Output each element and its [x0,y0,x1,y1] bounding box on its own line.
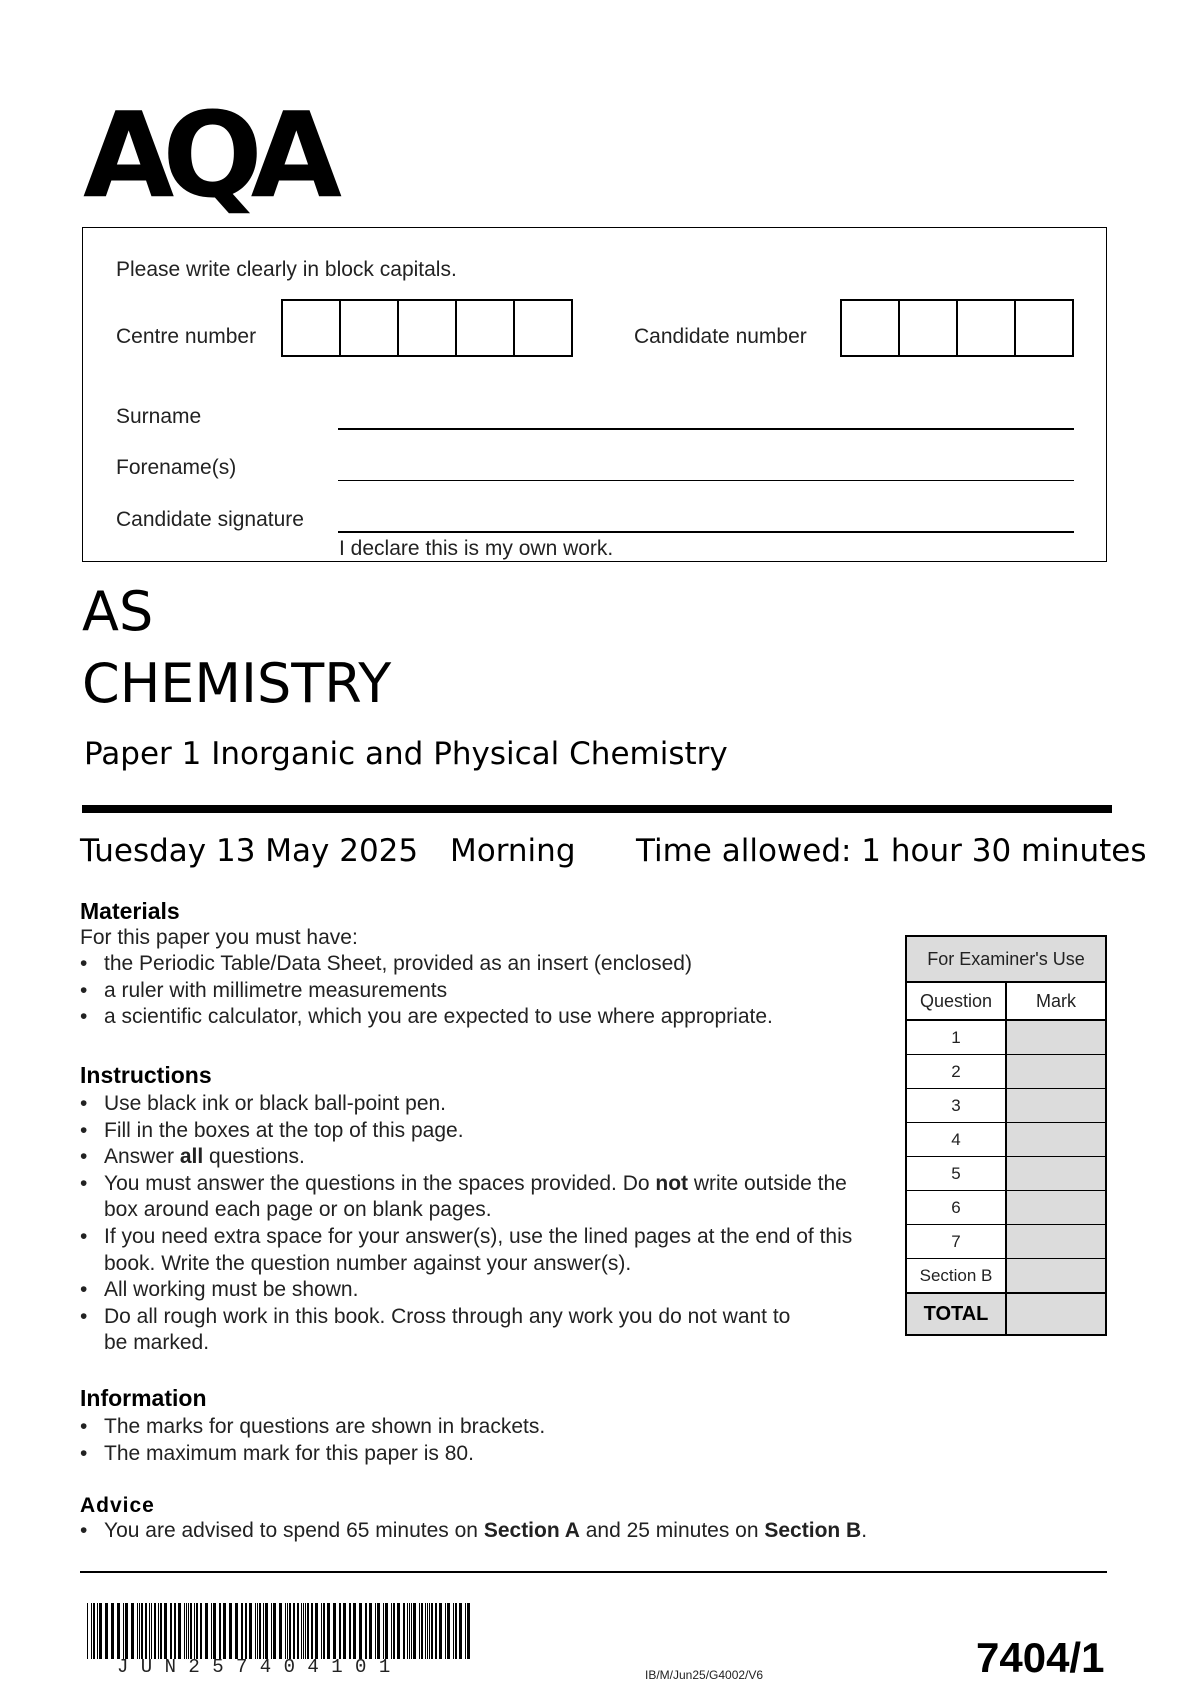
barcode-number: JUN257404101 [117,1656,403,1678]
mark-cell [1007,1157,1105,1190]
forename-label: Forename(s) [116,456,237,479]
surname-line[interactable] [338,428,1074,430]
qualification-level: AS [82,580,154,643]
paper-title: Paper 1 Inorganic and Physical Chemistry [84,736,728,772]
list-item: • If you need extra space for your answer(s), use the lined pages at the end of this book. Write the question number against your answer(s). [80,1224,884,1277]
list-item: • Fill in the boxes at the top of this page. [80,1118,880,1145]
information-heading: Information [80,1385,207,1411]
mark-column-header: Mark [1007,983,1105,1019]
candidate-number-label: Candidate number [634,325,807,348]
barcode-icon [87,1603,472,1659]
table-row: 4 [907,1123,1105,1157]
mark-cell [1007,1191,1105,1224]
candidate-digit-box[interactable] [1016,301,1072,355]
advice-heading: Advice [80,1494,155,1517]
footer-divider [80,1571,1107,1573]
table-row: 3 [907,1089,1105,1123]
table-row: 2 [907,1055,1105,1089]
list-item: • Use black ink or black ball-point pen. [80,1091,880,1118]
information-section [80,1385,880,1467]
exam-session: Morning [450,833,576,869]
list-item: • You are advised to spend 65 minutes on Section A and 25 minutes on Section B. [80,1518,1080,1545]
total-mark-cell [1007,1294,1105,1334]
table-row: 1 [907,1021,1105,1055]
list-item: • a scientific calculator, which you are expected to use where appropriate. [80,1004,880,1031]
list-item: • Do all rough work in this book. Cross through any work you do not want to be marked. [80,1304,794,1357]
examiners-use-table [905,935,1107,1336]
materials-heading: Materials [80,898,180,924]
document-reference: IB/M/Jun25/G4002/V6 [645,1668,764,1682]
materials-list [80,951,880,1031]
exam-date: Tuesday 13 May 2025 [80,833,419,869]
signature-line[interactable] [338,531,1074,533]
question-column-header: Question [907,983,1007,1019]
centre-number-boxes[interactable] [281,299,573,357]
list-item: • a ruler with millimetre measurements [80,978,880,1005]
list-item: • You must answer the questions in the spaces provided. Do not write outside the box around each page or on blank pages. [80,1171,880,1224]
paper-code: 7404/1 [976,1634,1105,1681]
mark-cell [1007,1225,1105,1258]
list-item: • the Periodic Table/Data Sheet, provided as an insert (enclosed) [80,951,880,978]
table-row: 7 [907,1225,1105,1259]
table-row: 5 [907,1157,1105,1191]
time-allowed: Time allowed: 1 hour 30 minutes [636,833,1147,869]
materials-intro: For this paper you must have: [80,926,358,949]
candidate-digit-box[interactable] [900,301,958,355]
forename-line[interactable] [338,480,1074,481]
advice-list [80,1518,1080,1545]
centre-digit-box[interactable] [399,301,457,355]
mark-cell [1007,1021,1105,1054]
declaration-text: I declare this is my own work. [339,537,614,560]
centre-digit-box[interactable] [341,301,399,355]
aqa-logo: AQA [83,86,330,224]
mark-cell [1007,1259,1105,1292]
total-row: TOTAL [907,1294,1105,1334]
information-list [80,1414,880,1467]
block-capitals-instruction: Please write clearly in block capitals. [116,258,457,281]
mark-cell [1007,1055,1105,1088]
centre-digit-box[interactable] [515,301,571,355]
divider [82,805,1112,813]
instructions-list [80,1091,880,1357]
advice-section [80,1494,1080,1545]
centre-digit-box[interactable] [283,301,341,355]
instructions-section [80,1062,880,1357]
examiners-use-title: For Examiner's Use [907,937,1105,983]
subject-title: CHEMISTRY [82,652,392,715]
signature-label: Candidate signature [116,508,304,531]
candidate-digit-box[interactable] [842,301,900,355]
table-row: Section B [907,1259,1105,1294]
table-header-row [907,983,1105,1021]
list-item: • The marks for questions are shown in brackets. [80,1414,880,1441]
instructions-heading: Instructions [80,1062,212,1088]
mark-cell [1007,1123,1105,1156]
list-item: • Answer all questions. [80,1144,880,1171]
list-item: • All working must be shown. [80,1277,880,1304]
centre-digit-box[interactable] [457,301,515,355]
mark-cell [1007,1089,1105,1122]
centre-number-label: Centre number [116,325,257,348]
list-item: • The maximum mark for this paper is 80. [80,1441,880,1468]
candidate-digit-box[interactable] [958,301,1016,355]
surname-label: Surname [116,405,202,428]
table-row: 6 [907,1191,1105,1225]
candidate-number-boxes[interactable] [840,299,1074,357]
materials-section [80,898,880,1031]
